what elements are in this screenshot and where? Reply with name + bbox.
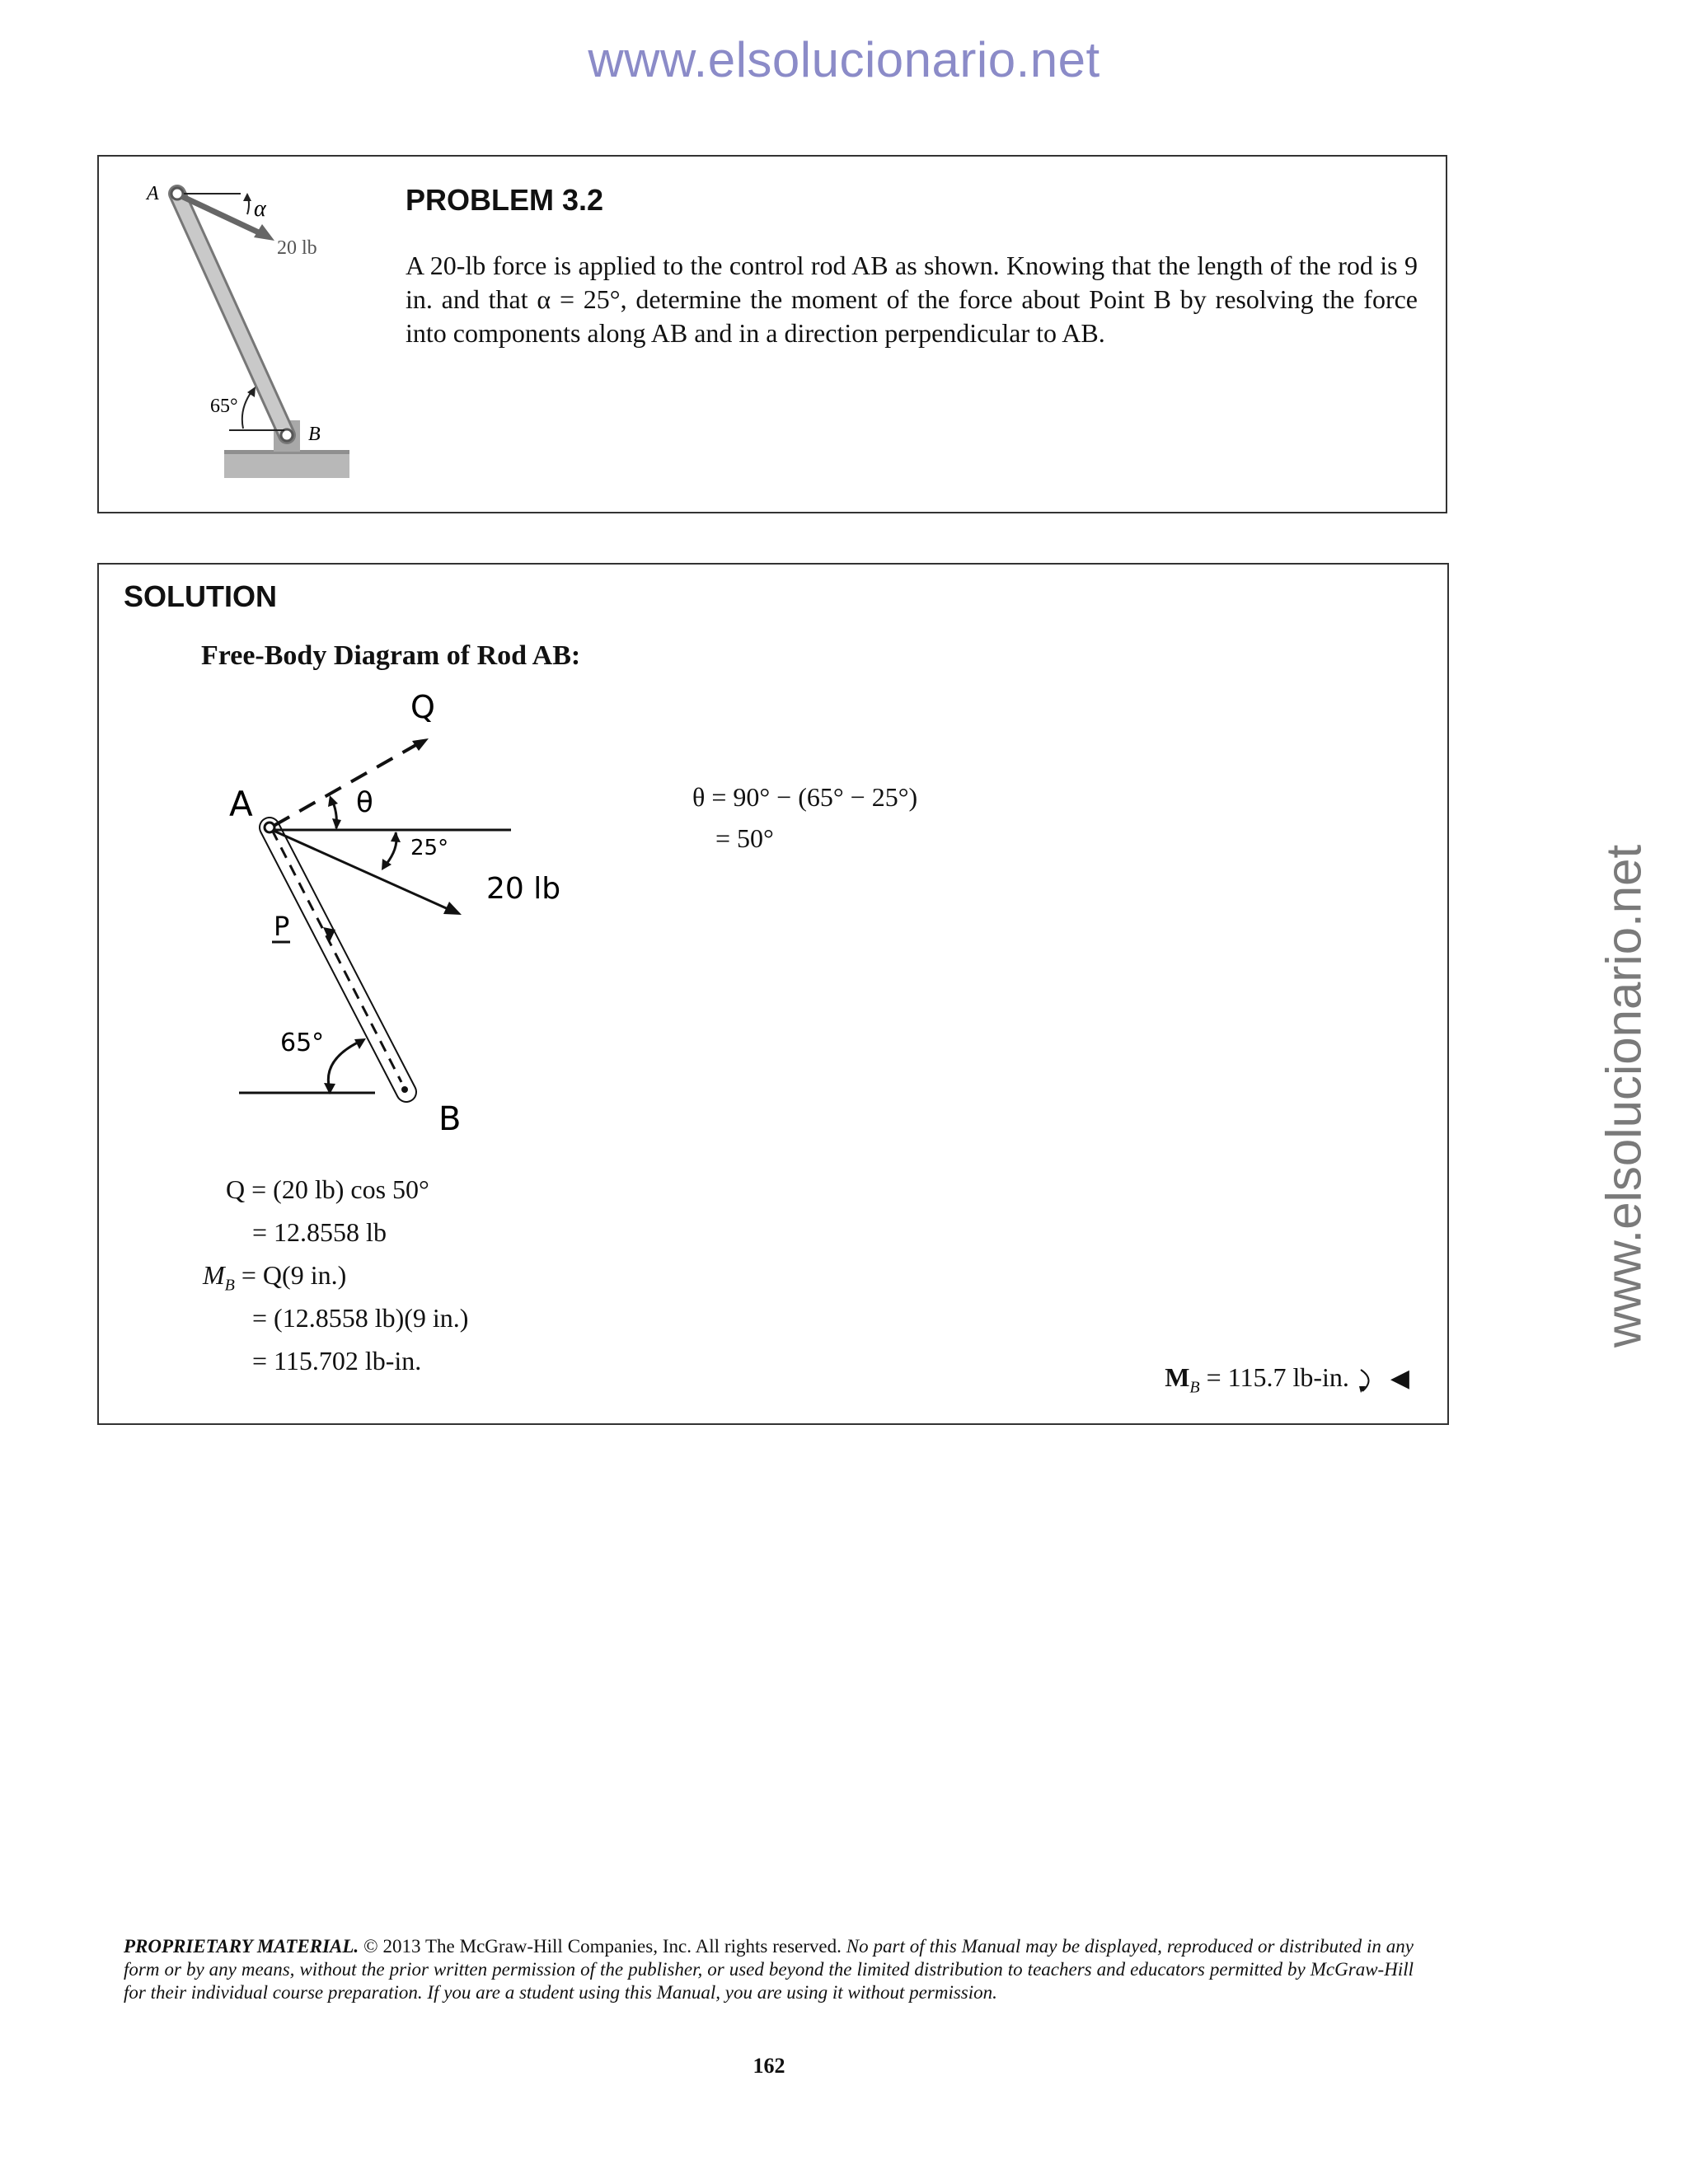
figure-label-force: 20 lb xyxy=(277,237,317,259)
answer-value: = 115.7 lb-in. xyxy=(1199,1362,1349,1392)
free-body-diagram xyxy=(99,680,560,1141)
fbd-label-force: 20 lb xyxy=(486,872,560,906)
figure-label-65: 65° xyxy=(210,396,238,417)
calc-mb-line3: = 115.702 lb-in. xyxy=(252,1346,422,1376)
figure-label-alpha: α xyxy=(254,196,266,222)
solution-box xyxy=(97,563,1449,1425)
calc-mb-line2: = (12.8558 lb)(9 in.) xyxy=(252,1303,469,1333)
watermark-side: www.elsolucionario.net xyxy=(1596,844,1652,1348)
footer-notice xyxy=(124,1935,1414,2004)
answer-sub: B xyxy=(1189,1378,1200,1397)
page-number: 162 xyxy=(753,2054,785,2078)
problem-statement: A 20-lb force is applied to the control rod AB as shown. Knowing that the length of the rod is 9 in. and that α = 25°, determine the moment of the force about Point B by resolving the force into components along AB and in a direction perpendicular to AB. xyxy=(406,251,1418,348)
fbd-label-b: B xyxy=(438,1100,462,1138)
watermark-top: www.elsolucionario.net xyxy=(588,32,1100,87)
fbd-label-65: 65° xyxy=(280,1029,325,1057)
problem-figure xyxy=(99,157,371,503)
problem-box xyxy=(97,155,1447,513)
fbd-label-theta: θ xyxy=(356,786,373,819)
answer-label: M xyxy=(1165,1362,1190,1392)
fbd-label-a: A xyxy=(229,784,253,824)
final-answer xyxy=(1165,1362,1409,1397)
fbd-label-25: 25° xyxy=(410,836,449,860)
footer-restriction: No part of this Manual may be displayed, reproduced or distributed in any form or by any means, without the prior written permission of the publisher, or used beyond the limited distribution to teachers and educators permitted by McGraw-Hill for their individual course preparation. If you are a student using this Manual, you are using it without permission. xyxy=(124,1936,1414,2003)
calc-mb-line1 xyxy=(203,1260,346,1295)
fbd-label-p: P xyxy=(274,911,290,942)
theta-equation-line1: θ = 90° − (65° − 25°) xyxy=(692,782,918,812)
answer-marker-icon: ◀ xyxy=(1390,1365,1409,1392)
calc-q-line1: Q = (20 lb) cos 50° xyxy=(226,1174,429,1204)
calc-q-line2: = 12.8558 lb xyxy=(252,1217,387,1247)
fbd-title: Free-Body Diagram of Rod AB: xyxy=(201,640,581,671)
footer-lead: PROPRIETARY MATERIAL. xyxy=(124,1936,359,1957)
figure-label-b: B xyxy=(308,424,321,445)
figure-label-a: A xyxy=(147,183,159,204)
calc-mb-label: M xyxy=(203,1260,225,1290)
calc-mb-rhs: = Q(9 in.) xyxy=(234,1260,347,1290)
footer-copyright: © 2013 The McGraw-Hill Companies, Inc. All rights reserved. xyxy=(359,1936,846,1957)
problem-title: PROBLEM 3.2 xyxy=(406,183,604,217)
solution-title: SOLUTION xyxy=(124,579,277,613)
clockwise-moment-icon xyxy=(1356,1366,1377,1394)
theta-equation-line2: = 50° xyxy=(715,823,774,853)
fbd-label-q: Q xyxy=(410,689,435,725)
calc-mb-sub: B xyxy=(224,1276,235,1295)
